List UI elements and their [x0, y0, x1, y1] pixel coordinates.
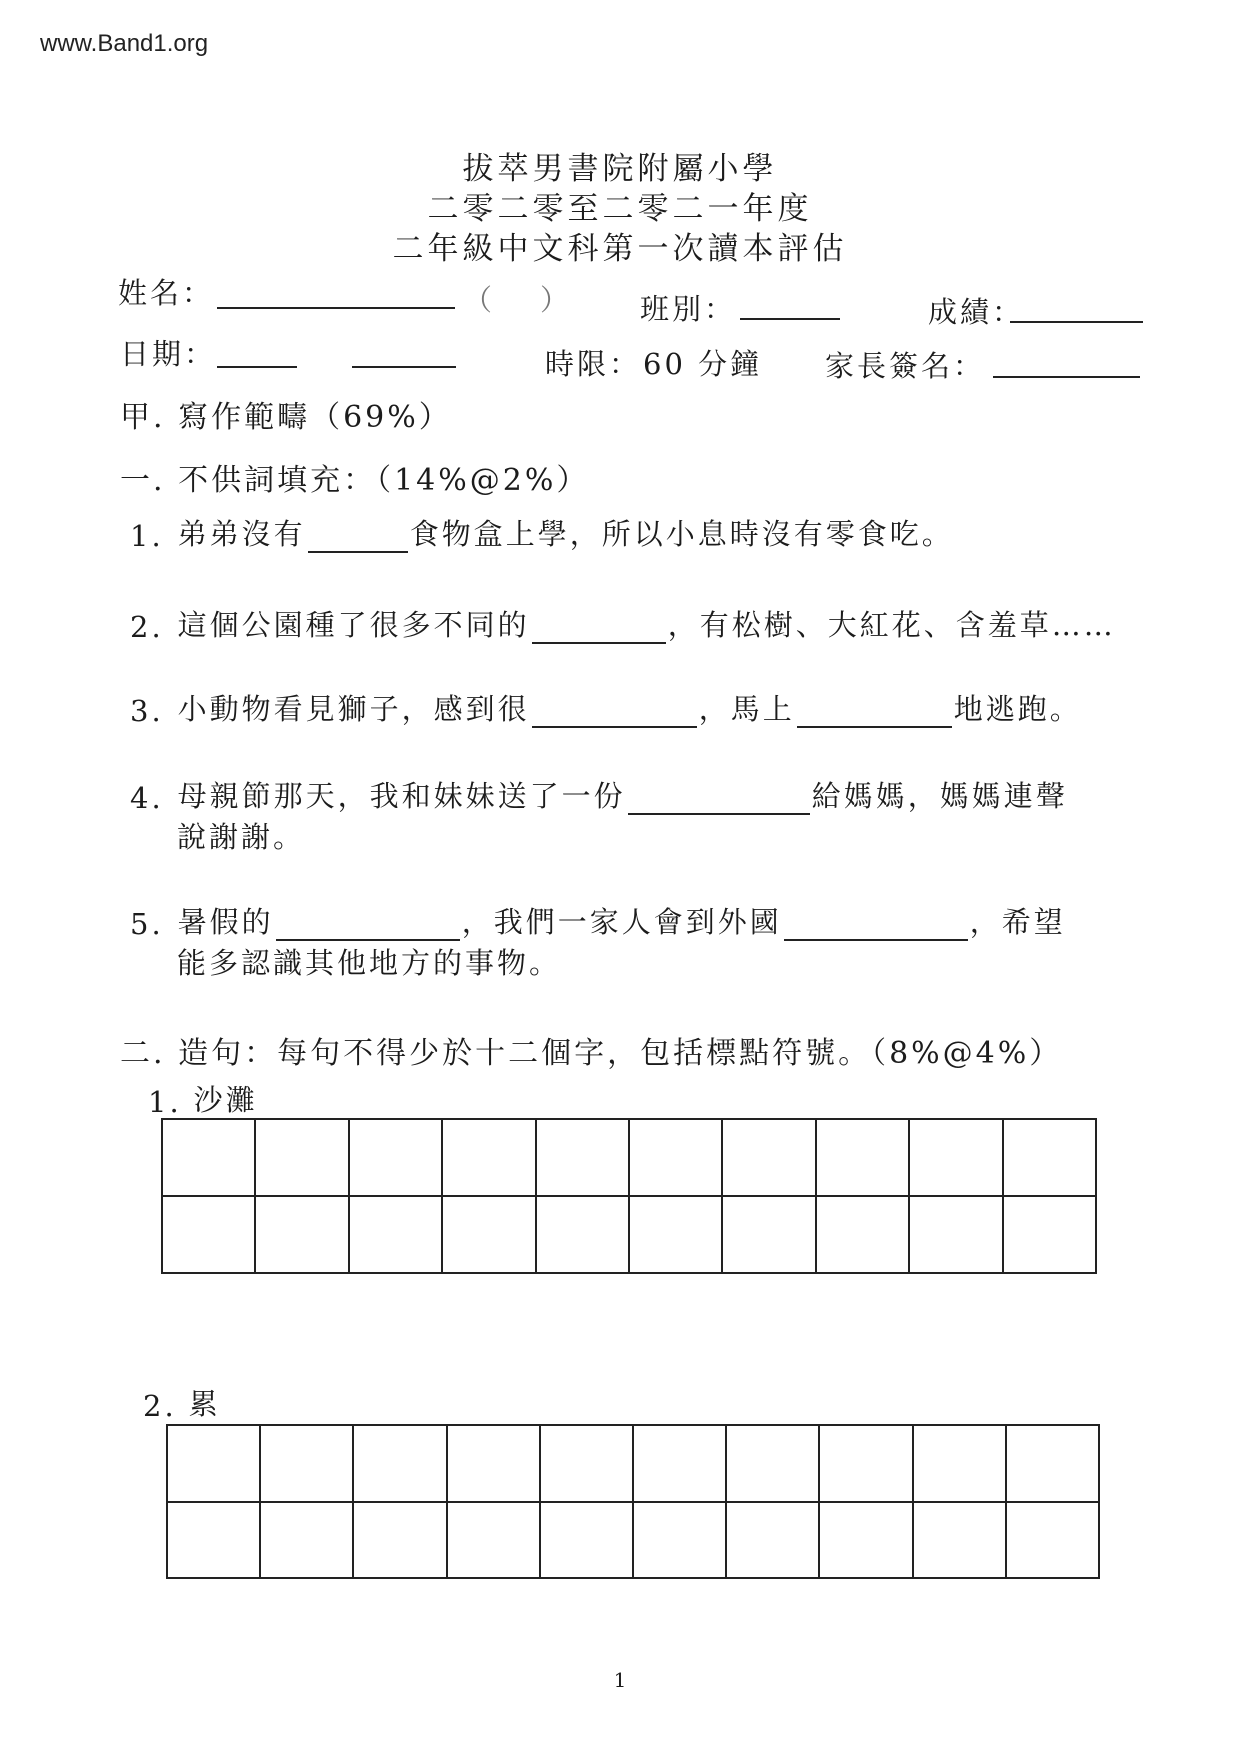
grid-cell[interactable] — [162, 1196, 255, 1273]
grid-cell[interactable] — [353, 1425, 446, 1502]
name-field[interactable] — [217, 307, 455, 309]
section-a-title: 甲. 寫作範疇（69%） — [120, 400, 452, 435]
grid-cell[interactable] — [353, 1502, 446, 1579]
item-word: 累 — [188, 1387, 221, 1421]
question-text: 給媽媽，媽媽連聲 — [811, 779, 1068, 813]
grid-cell[interactable] — [442, 1119, 535, 1196]
grid-cell[interactable] — [540, 1425, 633, 1502]
question-2 — [130, 603, 1116, 644]
question-4-continued — [177, 815, 305, 856]
part2-title: 二. 造句：每句不得少於十二個字，包括標點符號。（8%@4%） — [120, 1036, 1063, 1071]
grid-cell[interactable] — [349, 1119, 442, 1196]
question-text: ，我們一家人會到外國 — [461, 905, 782, 939]
grid-cell[interactable] — [909, 1196, 1002, 1273]
question-number: 1. — [130, 519, 164, 553]
question-text: 暑假的 — [177, 905, 274, 939]
grid-cell[interactable] — [1003, 1196, 1096, 1273]
fill-blank[interactable] — [628, 783, 810, 815]
grid-cell[interactable] — [540, 1502, 633, 1579]
grid-cell[interactable] — [1003, 1119, 1096, 1196]
question-number: 5. — [130, 907, 164, 941]
question-text: 母親節那天，我和妹妹送了一份 — [177, 779, 626, 813]
grid-cell[interactable] — [816, 1196, 909, 1273]
grid-cell[interactable] — [447, 1502, 540, 1579]
exam-title: 二年級中文科第一次讀本評估 — [392, 231, 848, 267]
class-label: 班別： — [640, 292, 737, 326]
question-text: 這個公園種了很多不同的 — [177, 608, 530, 642]
fill-blank[interactable] — [532, 612, 666, 644]
question-4 — [130, 774, 1068, 815]
question-text: ，希望 — [969, 905, 1066, 939]
grid-cell[interactable] — [162, 1119, 255, 1196]
fill-blank[interactable] — [797, 696, 952, 728]
grid-cell[interactable] — [629, 1196, 722, 1273]
fill-blank[interactable] — [276, 909, 460, 941]
grid-row — [162, 1196, 1096, 1273]
class-field[interactable] — [740, 318, 840, 320]
grid-cell[interactable] — [722, 1196, 815, 1273]
item-number: 2. — [143, 1389, 177, 1423]
question-text: ，有松樹、大紅花、含羞草…… — [667, 608, 1116, 642]
question-text: 弟弟沒有 — [177, 517, 306, 551]
class-number-bracket-open: （ — [463, 283, 496, 317]
item-number: 1. — [148, 1085, 182, 1119]
question-number: 3. — [130, 694, 164, 728]
question-text: ，馬上 — [698, 692, 795, 726]
name-label: 姓名： — [118, 276, 215, 310]
item-word: 沙灘 — [193, 1083, 258, 1117]
grid-cell[interactable] — [349, 1196, 442, 1273]
grid-cell[interactable] — [726, 1425, 819, 1502]
grid-cell[interactable] — [629, 1119, 722, 1196]
question-1 — [130, 512, 954, 553]
score-field[interactable] — [1010, 321, 1143, 323]
question-text: 地逃跑。 — [953, 692, 1082, 726]
grid-row — [162, 1119, 1096, 1196]
date-field-1[interactable] — [217, 366, 297, 368]
grid-cell[interactable] — [722, 1119, 815, 1196]
writing-grid-2 — [166, 1424, 1100, 1579]
grid-cell[interactable] — [167, 1425, 260, 1502]
grid-cell[interactable] — [260, 1425, 353, 1502]
grid-cell[interactable] — [913, 1425, 1006, 1502]
grid-cell[interactable] — [816, 1119, 909, 1196]
time-limit-label: 時限： — [545, 347, 642, 381]
grid-cell[interactable] — [726, 1502, 819, 1579]
grid-cell[interactable] — [909, 1119, 1002, 1196]
grid-cell[interactable] — [536, 1119, 629, 1196]
grid-cell[interactable] — [255, 1119, 348, 1196]
question-text: 說謝謝。 — [177, 820, 306, 854]
grid-cell[interactable] — [536, 1196, 629, 1273]
grid-cell[interactable] — [442, 1196, 535, 1273]
grid-row — [167, 1425, 1099, 1502]
question-text: 能多認識其他地方的事物。 — [177, 946, 562, 980]
parent-signature-label: 家長簽名： — [825, 349, 986, 383]
site-watermark: www.Band1.org — [40, 30, 209, 57]
grid-cell[interactable] — [633, 1425, 726, 1502]
sentence-item-1 — [148, 1078, 258, 1119]
grid-cell[interactable] — [260, 1502, 353, 1579]
school-name: 拔萃男書院附屬小學 — [462, 151, 778, 187]
grid-cell[interactable] — [255, 1196, 348, 1273]
question-number: 2. — [130, 610, 164, 644]
date-label: 日期： — [120, 337, 217, 371]
grid-cell[interactable] — [447, 1425, 540, 1502]
grid-cell[interactable] — [913, 1502, 1006, 1579]
page-number: 1 — [613, 1668, 627, 1692]
grid-cell[interactable] — [633, 1502, 726, 1579]
score-label: 成績： — [928, 295, 1025, 329]
fill-blank[interactable] — [784, 909, 968, 941]
writing-grid-1 — [161, 1118, 1097, 1274]
fill-blank[interactable] — [308, 521, 408, 553]
date-field-2[interactable] — [352, 366, 456, 368]
question-5-continued — [177, 941, 561, 982]
grid-cell[interactable] — [1006, 1502, 1099, 1579]
part1-title: 一. 不供詞填充：（14%@2%） — [120, 463, 590, 498]
question-number: 4. — [130, 781, 164, 815]
fill-blank[interactable] — [532, 696, 697, 728]
parent-signature-field[interactable] — [993, 376, 1140, 378]
sentence-item-2 — [143, 1382, 221, 1423]
grid-cell[interactable] — [819, 1425, 912, 1502]
question-text: 食物盒上學，所以小息時沒有零食吃。 — [409, 517, 954, 551]
class-number-bracket-close: ） — [540, 283, 573, 317]
grid-cell[interactable] — [819, 1502, 912, 1579]
question-3 — [130, 687, 1082, 728]
question-5 — [130, 900, 1066, 941]
grid-row — [167, 1502, 1099, 1579]
school-year: 二零二零至二零二一年度 — [427, 191, 813, 227]
grid-cell[interactable] — [167, 1502, 260, 1579]
question-text: 小動物看見獅子，感到很 — [177, 692, 530, 726]
grid-cell[interactable] — [1006, 1425, 1099, 1502]
time-limit-value: 60 分鐘 — [643, 347, 763, 381]
